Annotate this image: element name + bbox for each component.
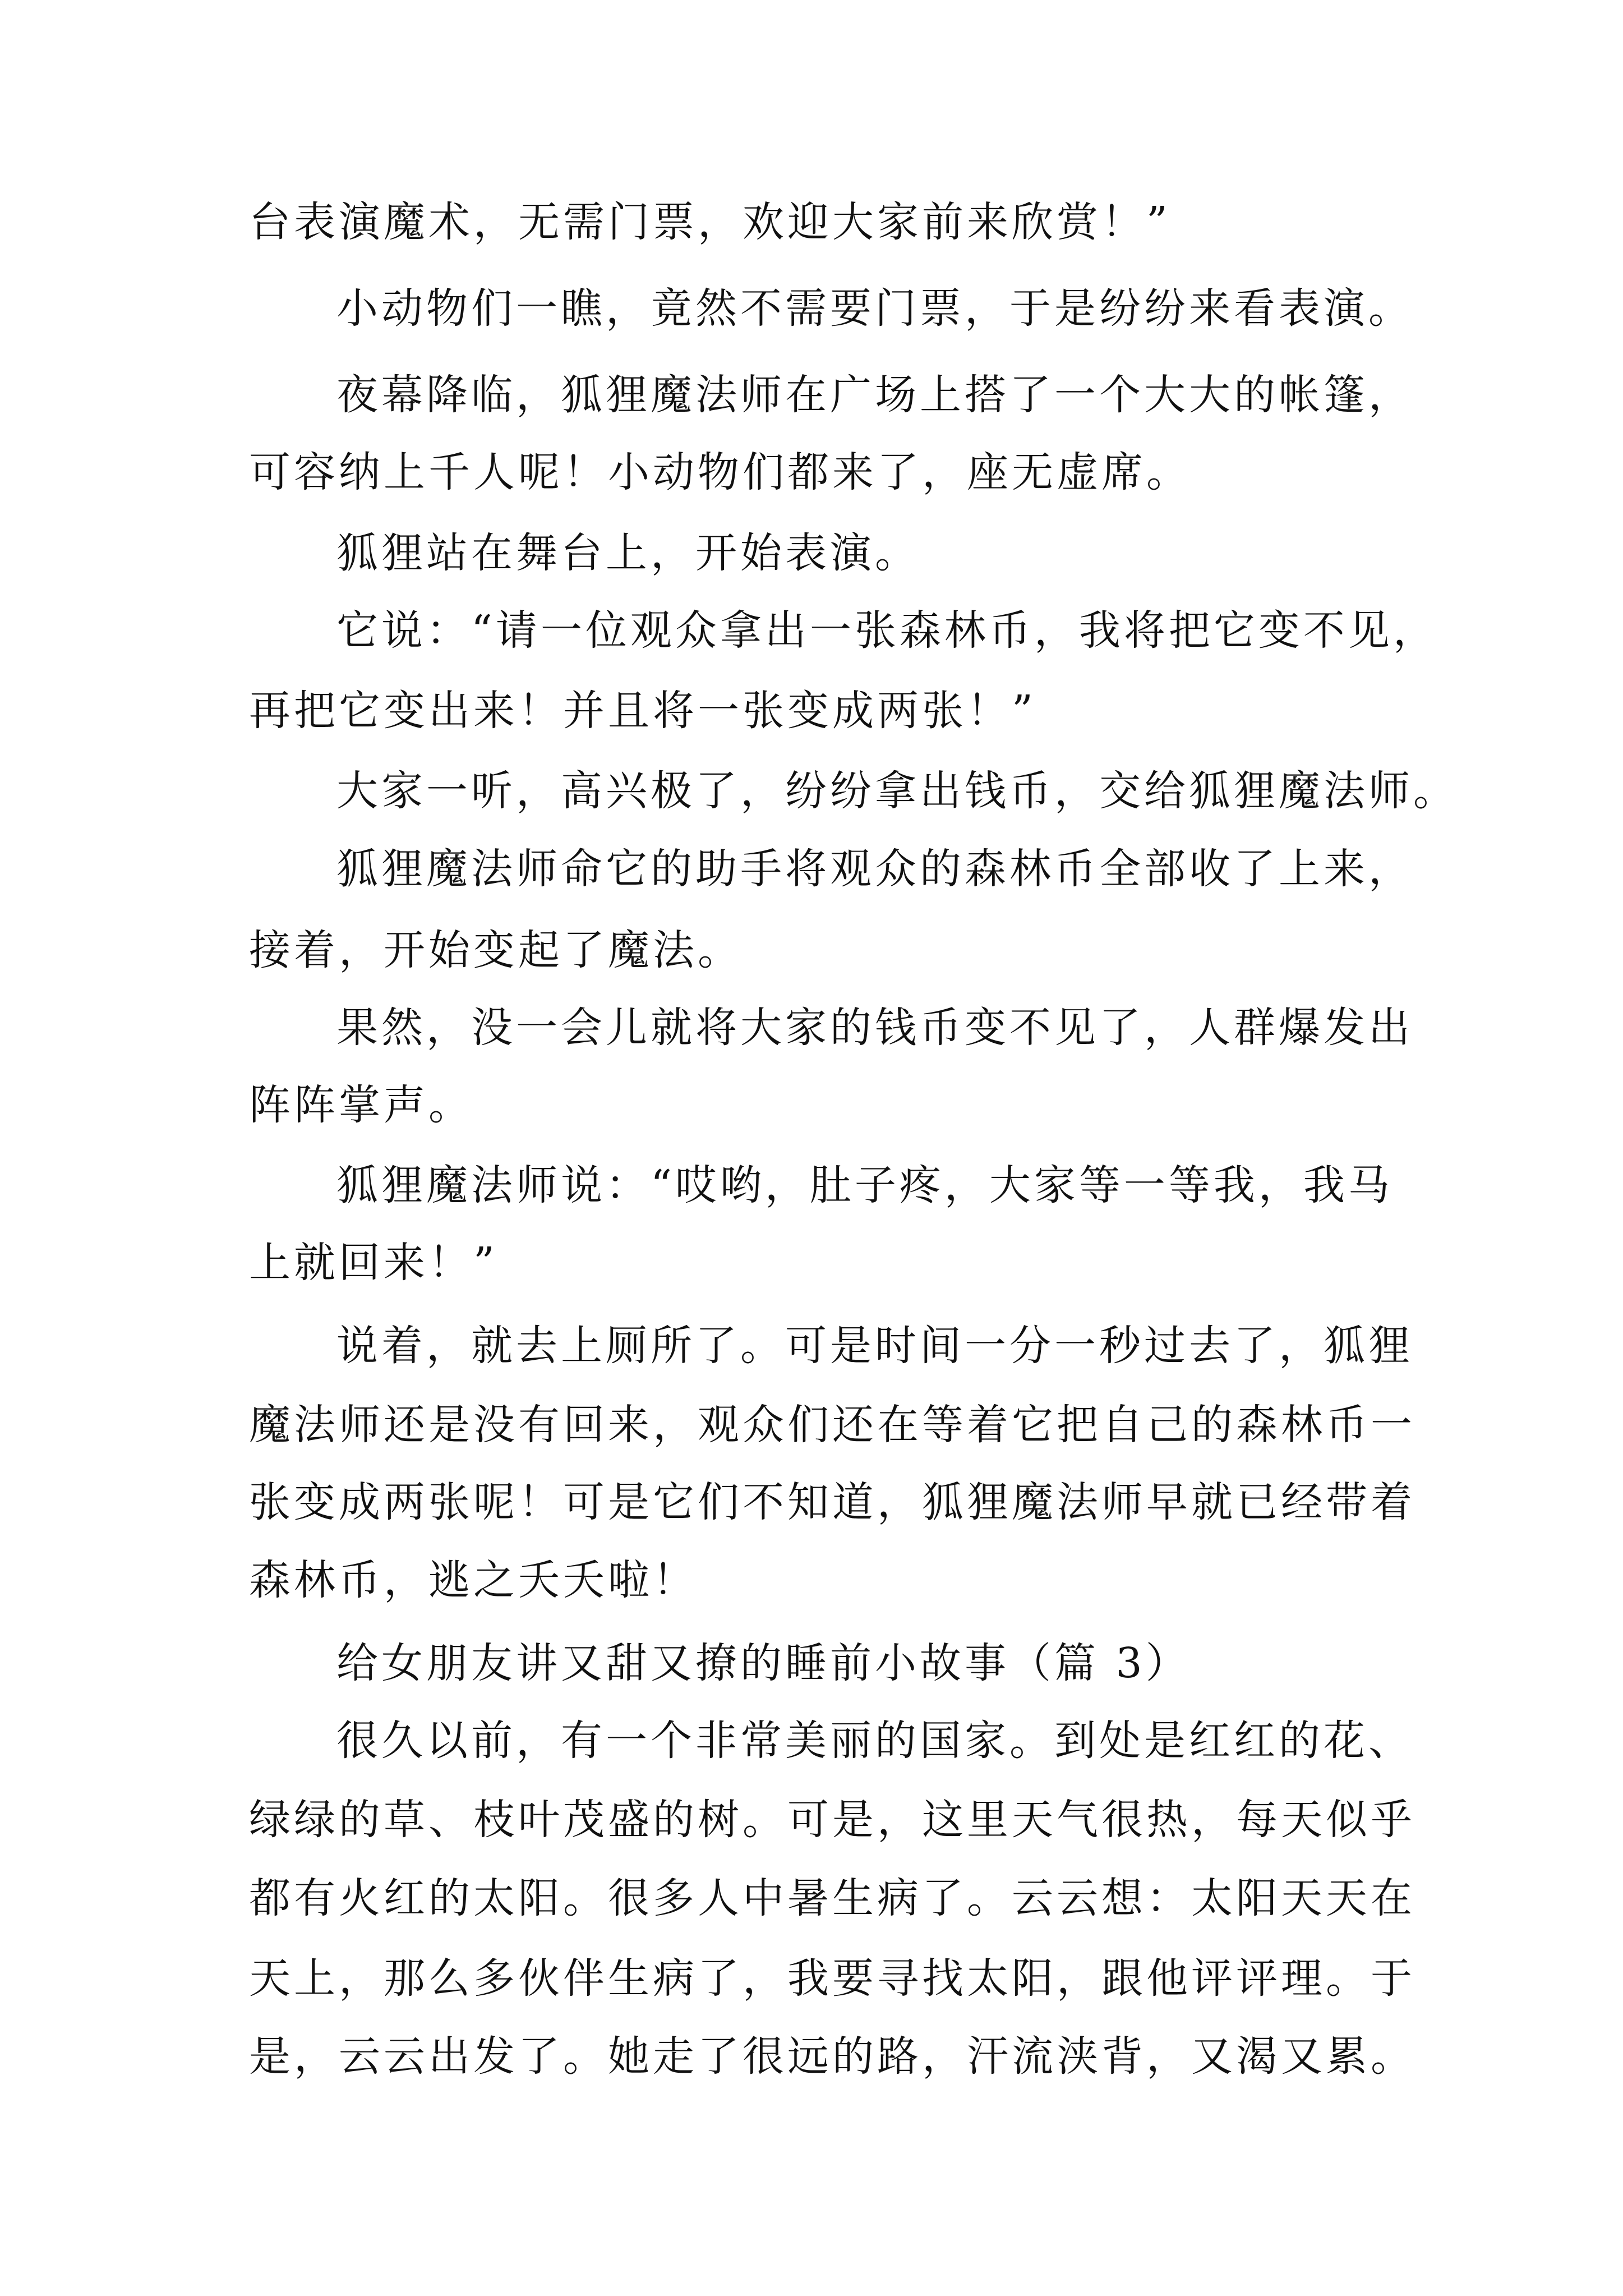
text-line: 再把它变出来！并且将一张变成两张！” <box>249 687 1036 735</box>
text-line: 阵阵掌声。 <box>249 1081 473 1129</box>
text-line: 可容纳上千人呢！小动物们都来了，座无虚席。 <box>249 448 1191 496</box>
text-line: 台表演魔术，无需门票，欢迎大家前来欣赏！” <box>249 198 1171 246</box>
text-line: 绿绿的草、枝叶茂盛的树。可是，这里天气很热，每天似乎 <box>249 1796 1415 1844</box>
text-line: 说着，就去上厕所了。可是时间一分一秒过去了，狐狸 <box>336 1322 1413 1370</box>
text-line: 狐狸魔法师命它的助手将观众的森林币全部收了上来， <box>336 845 1413 893</box>
text-line: 森林币，逃之夭夭啦！ <box>249 1556 698 1604</box>
text-line: 接着，开始变起了魔法。 <box>249 926 743 974</box>
text-line: 天上，那么多伙伴生病了，我要寻找太阳，跟他评评理。于 <box>249 1954 1415 2003</box>
text-line: 狐狸站在舞台上，开始表演。 <box>336 529 920 577</box>
text-line: 魔法师还是没有回来，观众们还在等着它把自己的森林币一 <box>249 1401 1415 1449</box>
text-line: 很久以前，有一个非常美丽的国家。到处是红红的花、 <box>336 1717 1413 1765</box>
text-line: 它说：“请一位观众拿出一张森林币，我将把它变不见， <box>336 606 1438 655</box>
text-line: 夜幕降临，狐狸魔法师在广场上搭了一个大大的帐篷， <box>336 371 1413 419</box>
text-line: 小动物们一瞧，竟然不需要门票，于是纷纷来看表演。 <box>336 284 1413 333</box>
text-line: 是，云云出发了。她走了很远的路，汗流浃背，又渴又累。 <box>249 2032 1415 2081</box>
text-line: 都有火红的太阳。很多人中暑生病了。云云想：太阳天天在 <box>249 1874 1415 1922</box>
text-line: 上就回来！” <box>249 1239 498 1287</box>
text-line: 大家一听，高兴极了，纷纷拿出钱币，交给狐狸魔法师。 <box>336 767 1458 815</box>
text-line: 果然，没一会儿就将大家的钱币变不见了，人群爆发出 <box>336 1004 1413 1052</box>
text-line: 狐狸魔法师说：“哎哟，肚子疼，大家等一等我，我马 <box>336 1161 1393 1209</box>
text-line: 张变成两张呢！可是它们不知道，狐狸魔法师早就已经带着 <box>249 1478 1415 1526</box>
section-heading: 给女朋友讲又甜又撩的睡前小故事（篇 3） <box>336 1639 1191 1687</box>
